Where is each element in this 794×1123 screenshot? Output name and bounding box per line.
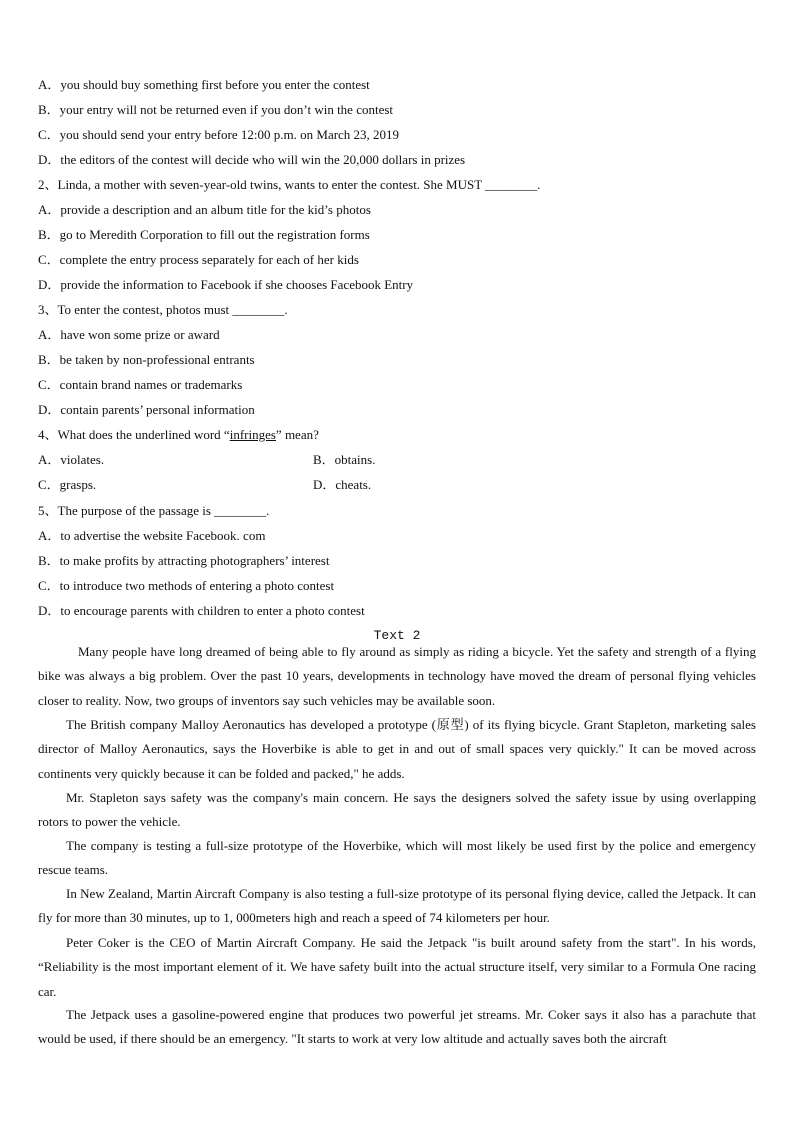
q5-option-a: A．to advertise the website Facebook. com bbox=[38, 528, 266, 543]
passage-paragraph-1: Many people have long dreamed of being able to fly around as simply as riding a bicycle. Yet the safety and strength of a flying bike was always a big problem. Over the past 10 years, developments in technology have moved the dream of personal flying vehicles closer to reality. Now, two groups of inventors say such vehicles may be available soon. bbox=[38, 644, 756, 708]
q2-option-b: B．go to Meredith Corporation to fill out the registration forms bbox=[38, 227, 370, 242]
q5-option-d: D．to encourage parents with children to enter a photo contest bbox=[38, 603, 365, 618]
q1-option-c: C．you should send your entry before 12:00 p.m. on March 23, 2019 bbox=[38, 127, 400, 142]
passage-paragraph-2: The British company Malloy Aeronautics has developed a prototype (原型) of its flying bicycle. Grant Stapleton, marketing sales director of Malloy Aeronautics, says the Hoverbike is able to get in and out of small spaces very quickly." It can be moved across continents very quickly because it can be folded and packed," he adds. bbox=[38, 717, 756, 781]
q1-option-d: D．the editors of the contest will decide who will win the 20,000 dollars in prizes bbox=[38, 152, 466, 167]
passage-paragraph-3: Mr. Stapleton says safety was the company's main concern. He says the designers solved the safety issue by using overlapping rotors to power the vehicle. bbox=[38, 790, 756, 830]
q3-option-c: C．contain brand names or trademarks bbox=[38, 377, 243, 392]
q5-stem: 5、The purpose of the passage is ________. bbox=[38, 503, 270, 518]
q4-option-a: A．violates. bbox=[38, 452, 105, 467]
q2-stem: 2、Linda, a mother with seven-year-old twins, wants to enter the contest. She MUST ________. bbox=[38, 177, 541, 192]
q1-option-b: B．your entry will not be returned even if you don’t win the contest bbox=[38, 102, 394, 117]
q2-option-c: C．complete the entry process separately for each of her kids bbox=[38, 252, 359, 267]
q4-underlined-word: infringes bbox=[229, 427, 276, 442]
q1-option-a: A．you should buy something first before you enter the contest bbox=[38, 77, 370, 92]
q2-option-a: A．provide a description and an album title for the kid’s photos bbox=[38, 202, 371, 217]
q5-option-c: C．to introduce two methods of entering a photo contest bbox=[38, 578, 335, 593]
q4-option-b: B．obtains. bbox=[313, 452, 376, 467]
q4-stem-after: ” mean? bbox=[275, 427, 319, 442]
passage-paragraph-6: Peter Coker is the CEO of Martin Aircraft Company. He said the Jetpack "is built around safety from the start". In his words, “Reliability is the most important element of it. We have safety built into the actual structure itself, very similar to a Formula One racing car. bbox=[38, 935, 756, 999]
q3-option-d: D．contain parents’ personal information bbox=[38, 402, 255, 417]
q3-option-b: B．be taken by non-professional entrants bbox=[38, 352, 255, 367]
q3-stem: 3、To enter the contest, photos must ________. bbox=[38, 302, 288, 317]
q2-option-d: D．provide the information to Facebook if she chooses Facebook Entry bbox=[38, 277, 414, 292]
passage-paragraph-4: The company is testing a full-size prototype of the Hoverbike, which will most likely be used first by the police and emergency rescue teams. bbox=[38, 838, 756, 878]
q4-stem bbox=[38, 427, 319, 443]
q3-option-a: A．have won some prize or award bbox=[38, 327, 220, 342]
q5-option-b: B．to make profits by attracting photographers’ interest bbox=[38, 553, 330, 568]
q4-option-d: D．cheats. bbox=[313, 477, 372, 492]
passage-paragraph-5: In New Zealand, Martin Aircraft Company is also testing a full-size prototype of its personal flying device, called the Jetpack. It can fly for more than 30 minutes, up to 1, 000meters high and reach a speed of 74 kilometers per hour. bbox=[38, 886, 756, 926]
text-2-heading: Text 2 bbox=[373, 628, 421, 643]
passage-paragraph-7: The Jetpack uses a gasoline-powered engine that produces two powerful jet streams. Mr. Coker says it also has a parachute that would be used, if there should be an emergency. "It starts to work at very low altitude and actually saves both the aircraft bbox=[38, 1007, 756, 1047]
q4-stem-before: 4、What does the underlined word “ bbox=[38, 427, 230, 442]
q4-option-c: C．grasps. bbox=[38, 477, 97, 492]
